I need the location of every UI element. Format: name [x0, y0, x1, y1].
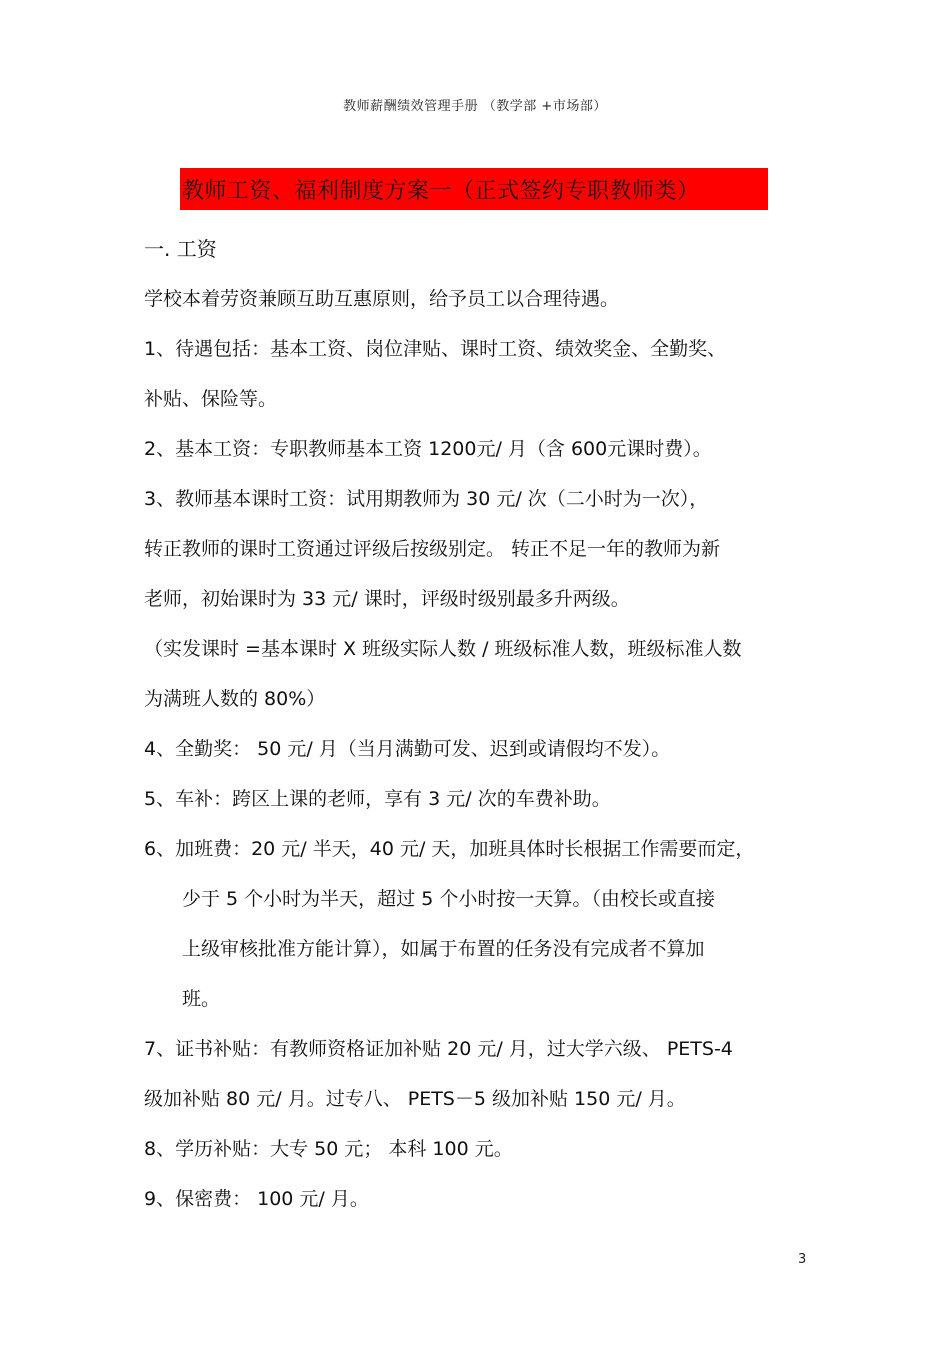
paragraph-line: 5、车补：跨区上课的老师，享有 3 元/ 次的车费补助。 — [144, 788, 611, 810]
paragraph-line: 老师，初始课时为 33 元/ 课时，评级时级别最多升两级。 — [144, 588, 630, 610]
section-heading: 一. 工资 — [144, 237, 217, 261]
paragraph-line: 9、保密费： 100 元/ 月。 — [144, 1188, 369, 1210]
paragraph-line: 4、全勤奖： 50 元/ 月（当月满勤可发、迟到或请假均不发）。 — [144, 738, 671, 760]
paragraph-line: 1、待遇包括：基本工资、岗位津贴、课时工资、绩效奖金、全勤奖、 — [144, 338, 727, 360]
paragraph-line: 少于 5 个小时为半天，超过 5 个小时按一天算。（由校长或直接 — [182, 888, 715, 910]
paragraph-line: 转正教师的课时工资通过评级后按级别定。 转正不足一年的教师为新 — [144, 538, 721, 560]
paragraph-line: 7、证书补贴：有教师资格证加补贴 20 元/ 月，过大学六级、 PETS-4 — [144, 1038, 733, 1060]
paragraph-line: （实发课时 =基本课时 X 班级实际人数 / 班级标准人数，班级标准人数 — [144, 638, 742, 660]
paragraph-line: 班。 — [182, 988, 221, 1010]
paragraph-line: 补贴、保险等。 — [144, 388, 278, 410]
paragraph-line: 级加补贴 80 元/ 月。过专八、 PETS－5 级加补贴 150 元/ 月。 — [144, 1088, 686, 1110]
paragraph-line: 上级审核批准方能计算），如属于布置的任务没有完成者不算加 — [182, 938, 705, 960]
paragraph-line: 为满班人数的 80%） — [144, 688, 326, 710]
page-header: 教师薪酬绩效管理手册 （教学部 +市场部） — [343, 99, 607, 114]
document-title: 教师工资、福利制度方案一（正式签约专职教师类） — [182, 179, 700, 204]
paragraph-line: 2、基本工资：专职教师基本工资 1200元/ 月（含 600元课时费）。 — [144, 438, 712, 460]
paragraph-line: 学校本着劳资兼顾互助互惠原则，给予员工以合理待遇。 — [144, 288, 620, 310]
paragraph-line: 3、教师基本课时工资：试用期教师为 30 元/ 次（二小时为一次）， — [144, 488, 709, 510]
page-number: 3 — [798, 1252, 807, 1267]
paragraph-line: 6、加班费：20 元/ 半天，40 元/ 天，加班具体时长根据工作需要而定， — [144, 838, 755, 860]
paragraph-line: 8、学历补贴：大专 50 元； 本科 100 元。 — [144, 1138, 513, 1160]
